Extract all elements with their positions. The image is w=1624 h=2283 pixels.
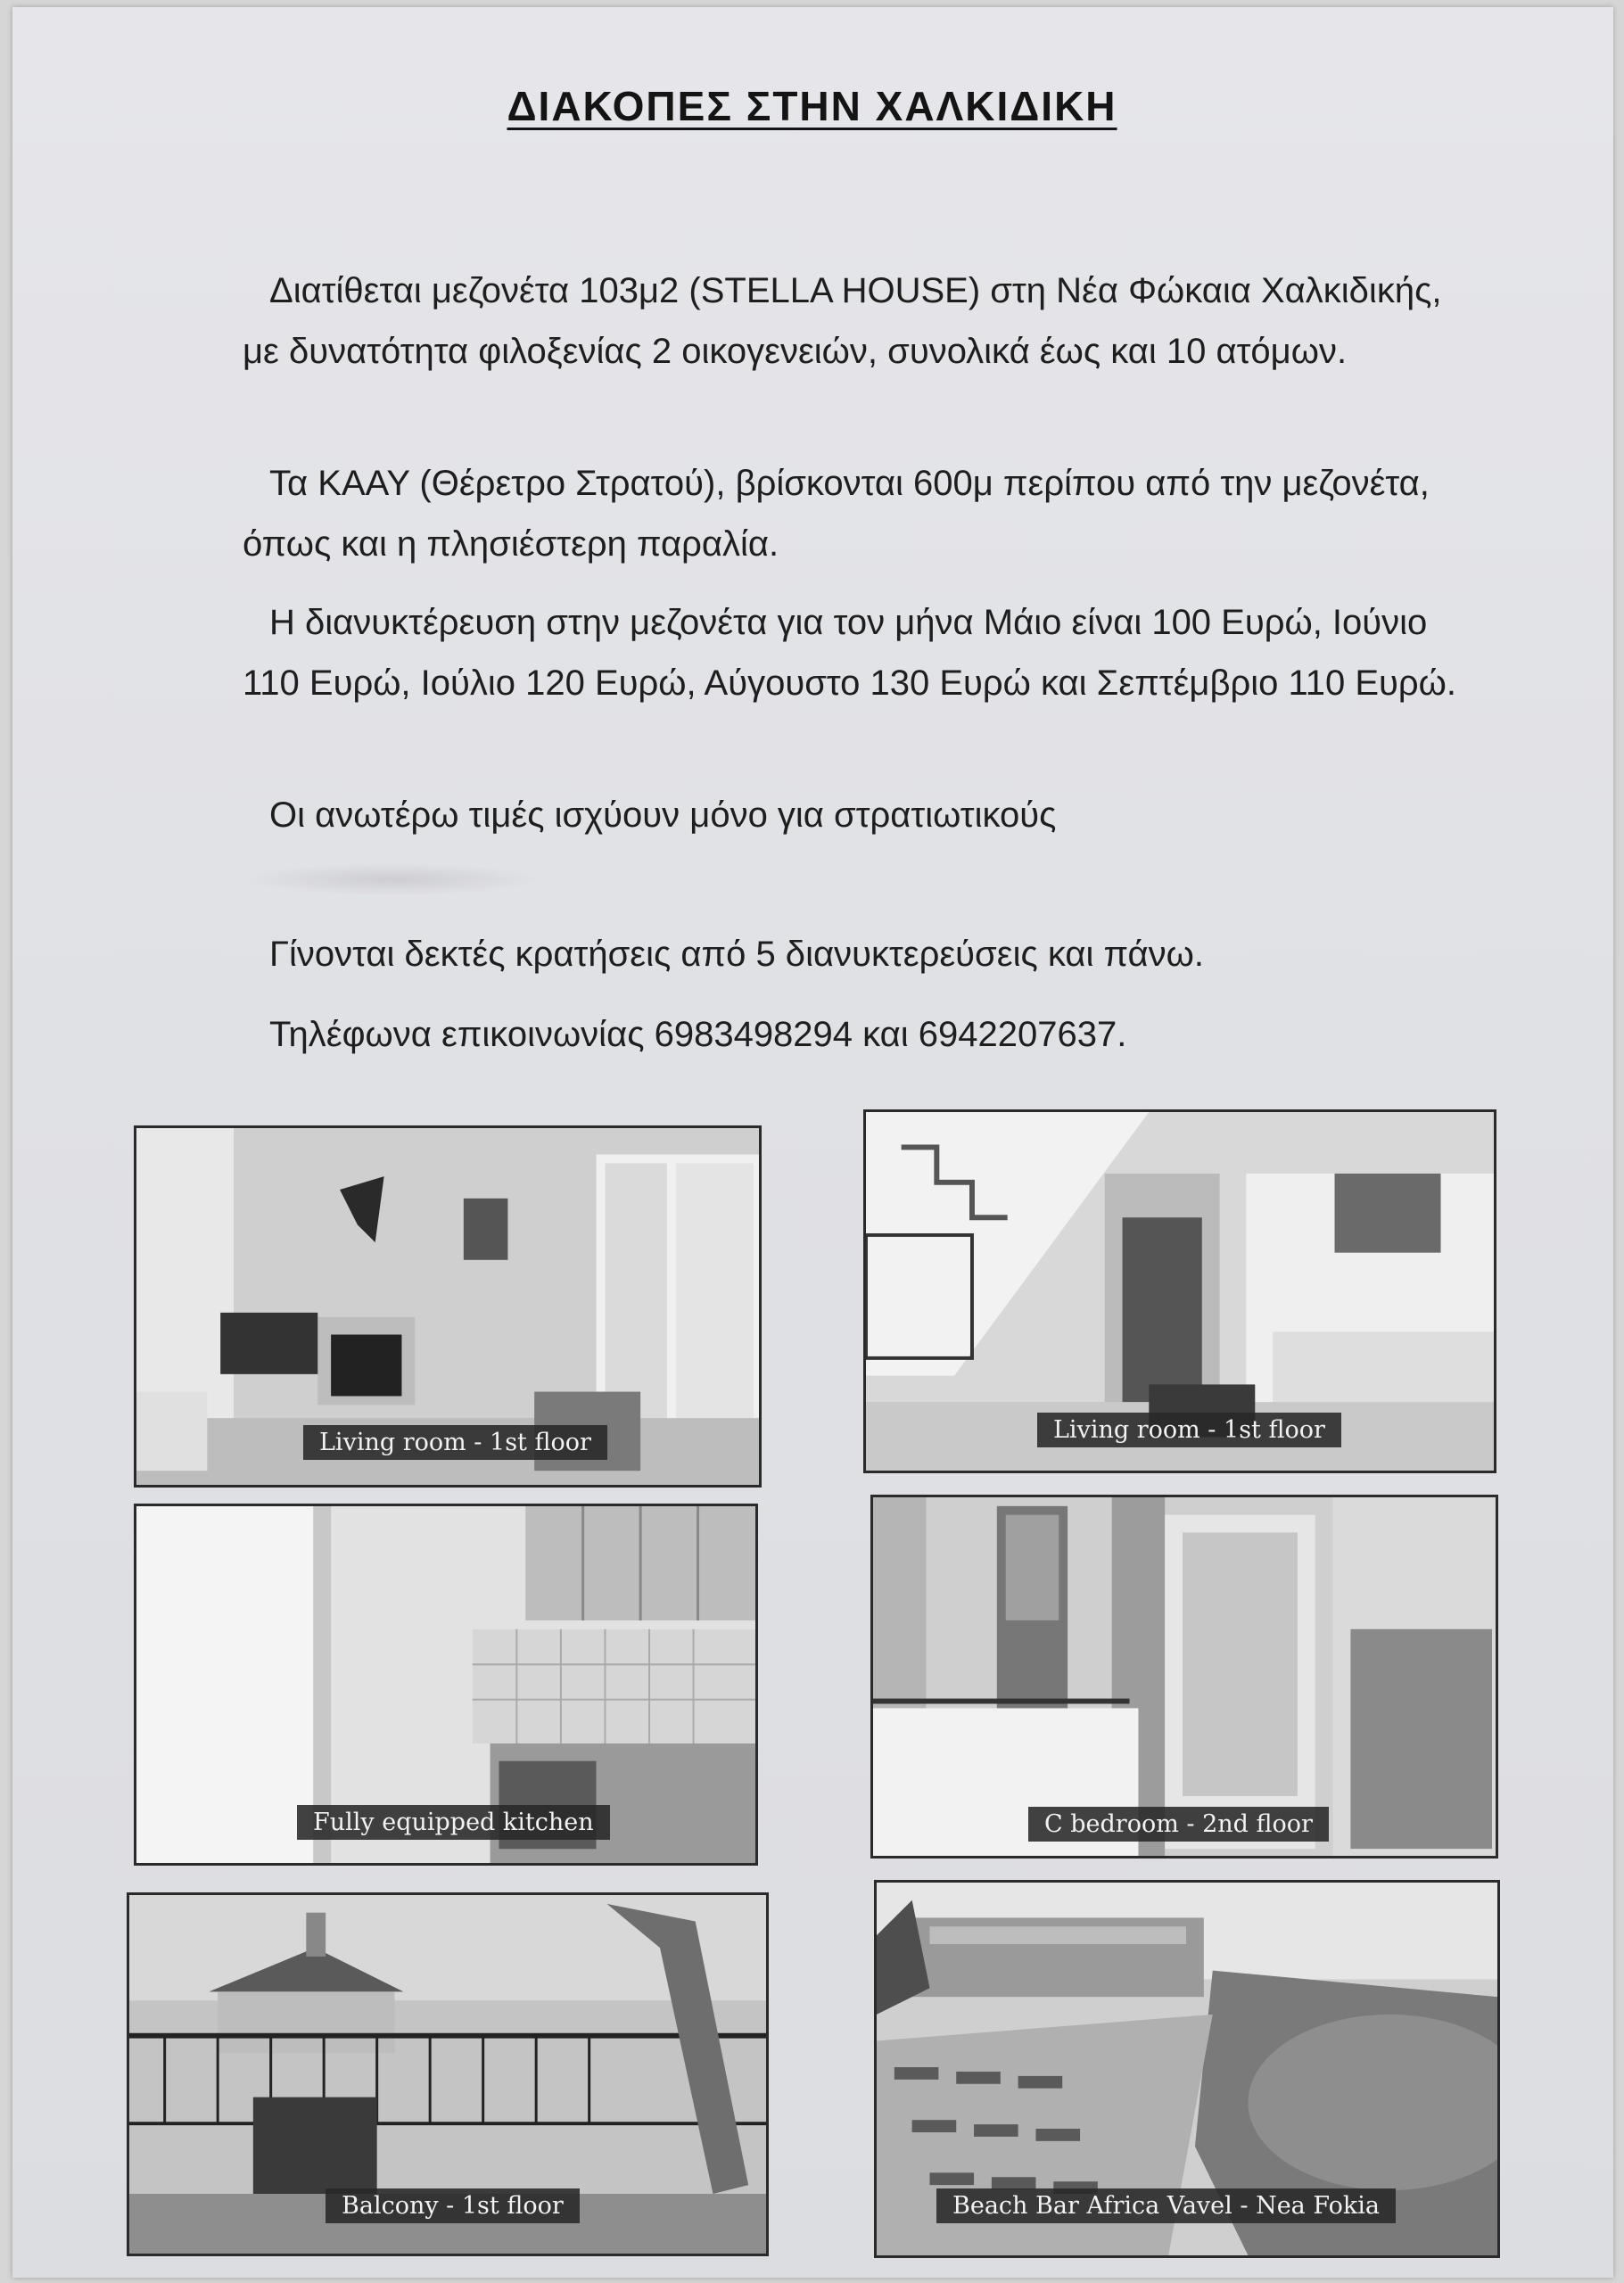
paragraph-description: Διατίθεται μεζονέτα 103μ2 (STELLA HOUSE) στη Νέα Φώκαια Χαλκιδικής, με δυνατότητα φιλοξενίας 2 οικογενειών, συνολικά έως και 10 ατόμων.: [243, 271, 1442, 371]
photo-caption: Living room - 1st floor: [303, 1425, 607, 1460]
eraser-smudge: [245, 863, 540, 895]
photo-caption: Living room - 1st floor: [1037, 1413, 1341, 1447]
paragraph-eligibility: Οι ανωτέρω τιμές ισχύουν μόνο για στρατιωτικούς: [269, 795, 1057, 835]
paragraph-contact: Τηλέφωνα επικοινωνίας 6983498294 και 6942207637.: [269, 1015, 1127, 1054]
photo-caption: C bedroom - 2nd floor: [1028, 1807, 1329, 1842]
photo-caption: Fully equipped kitchen: [297, 1805, 610, 1840]
photo-caption: Balcony - 1st floor: [326, 2188, 580, 2223]
paragraph-location: Τα ΚΑΑΥ (Θέρετρο Στρατού), βρίσκονται 600μ περίπου από την μεζονέτα, όπως και η πλησιέστερη παραλία.: [243, 464, 1430, 564]
photo-caption: Beach Bar Africa Vavel - Nea Fokia: [936, 2188, 1396, 2223]
paragraph-prices: Η διανυκτέρευση στην μεζονέτα για τον μήνα Μάιο είναι 100 Ευρώ, Ιούνιο 110 Ευρώ, Ιούλιο 120 Ευρώ, Αύγουστο 130 Ευρώ και Σεπτέμβριο 110 Ευρώ.: [243, 603, 1457, 703]
flyer-title: ΔΙΑΚΟΠΕΣ ΣΤΗΝ ΧΑΛΚΙΔΙΚΗ: [507, 83, 1117, 129]
photo-bedroom: [870, 1495, 1498, 1859]
paragraph-booking: Γίνονται δεκτές κρατήσεις από 5 διανυκτερεύσεις και πάνω.: [269, 935, 1204, 974]
